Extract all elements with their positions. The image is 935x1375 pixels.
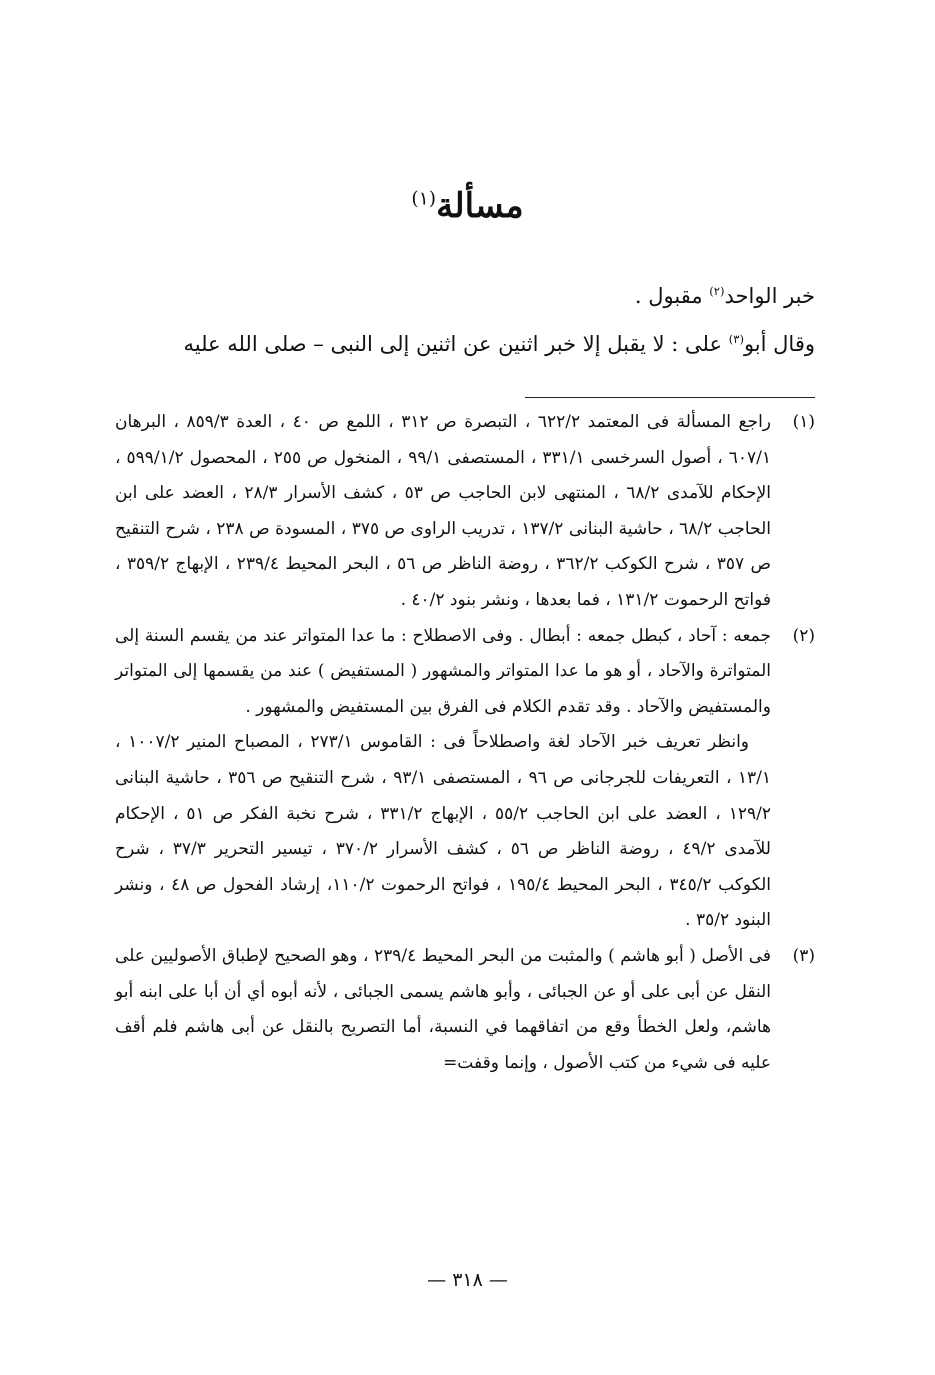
main-text-line-1 <box>115 272 815 320</box>
footnote-paragraph: فى الأصل ( أبو هاشم ) والمثبت من البحر المحيط ٢٣٩/٤ ، وهو الصحيح لإطباق الأصوليين على النقل عن أبى على أو عن الجبائى ، وأبو هاشم يسمى الجبائى ، لأنه أبوه أي أن أبا على ابنه أبو هاشم، ولعل الخطأ وقع من اتفاقهما في النسبة، أما التصريح بالنقل عن أبى هاشم فلم أقف عليه فى شيء من كتب الأصول ، وإنما وقفت= <box>115 945 771 1073</box>
footnote-body <box>115 939 771 1081</box>
main-text <box>115 272 815 368</box>
footnote-marker-3: (٣) <box>728 332 744 346</box>
footnote-paragraph: راجع المسألة فى المعتمد ٦٢٢/٢ ، التبصرة ص ٣١٢ ، اللمع ص ٤٠ ، العدة ٨٥٩/٣ ، البرهان ٦٠٧/١ ، أصول السرخسى ٣٣١/١ ، المستصفى ٩٩/١ ، المنخول ص ٢٥٥ ، المحصول ٥٩٩/١/٢ ، الإحكام للآمدى ٦٨/٢ ، المنتهى لابن الحاجب ص ٥٣ ، كشف الأسرار ٢٨/٣ ، العضد على ابن الحاجب ٦٨/٢ ، حاشية البنانى ١٣٧/٢ ، تدريب الراوى ص ٣٧٥ ، المسودة ص ٢٣٨ ، شرح التنقيح ص ٣٥٧ ، شرح الكوكب ٣٦٢/٢ ، روضة الناظر ص ٥٦ ، البحر المحيط ٢٣٩/٤ ، الإبهاج ٣٥٩/٢ ، فواتح الرحموت ١٣١/٢ ، فما بعدها ، ونشر بنود ٤٠/٢ . <box>115 412 772 610</box>
main-text-line-2 <box>115 320 815 368</box>
footnote-body <box>115 405 771 619</box>
footnote-number: (١) <box>792 412 815 432</box>
footnote-number: (٣) <box>792 945 815 966</box>
footnote-paragraph: وانظر تعريف خبر الآحاد لغة واصطلاحاً فى : القاموس ٢٧٣/١ ، المصباح المنير ١٠٠٧/٢ ، ١٣/١ ، التعريفات للجرجانى ص ٩٦ ، المستصفى ٩٣/١ ، شرح التنقيح ص ٣٥٦ ، حاشية البنانى ١٢٩/٢ ، العضد على ابن الحاجب ٥٥/٢ ، الإبهاج ٣٣١/٢ ، شرح نخبة الفكر ص ٥١ ، الإحكام للآمدى ٤٩/٢ ، روضة الناظر ص ٥٦ ، كشف الأسرار ٣٧٠/٢ ، تيسير التحرير ٣٧/٣ ، شرح الكوكب ٣٤٥/٢ ، البحر المحيط ١٩٥/٤ ، فواتح الرحموت ١١٠/٢، إرشاد الفحول ص ٤٨ ، ونشر البنود ٣٥/٢ . <box>115 732 771 931</box>
page-number: — ٣١٨ — <box>427 1269 508 1291</box>
footnote-1 <box>115 405 815 619</box>
heading-text: مسألة <box>436 186 524 226</box>
footnote-2 <box>115 619 815 939</box>
footnotes <box>115 405 815 1081</box>
footnote-paragraph: جمعه : آحاد ، كبطل جمعه : أبطال . وفى الاصطلاح : ما عدا المتواتر عند من يقسم السنة إلى المتواترة والآحاد ، أو هو ما عدا المتواتر والمشهور ( المستفيض ) عند من يقسمها إلى المتواتر والمستفيض والآحاد . وقد تقدم الكلام فى الفرق بين المستفيض والمشهور . <box>115 625 771 717</box>
footnote-number: (٢) <box>792 625 815 646</box>
line-1-start: خبر الواحد <box>724 284 815 308</box>
footnote-separator <box>525 397 815 398</box>
footnote-body <box>115 619 771 939</box>
heading-footnote-marker: (١) <box>411 188 437 210</box>
line-2-start: وقال أبو <box>743 332 815 356</box>
line-1-end: مقبول . <box>634 284 710 308</box>
line-2-end: على : لا يقبل إلا خبر اثنين عن اثنين إلى النبى – صلى الله عليه <box>183 332 729 356</box>
section-heading <box>0 180 935 232</box>
footnote-3 <box>115 939 815 1081</box>
footnote-marker-2: (٢) <box>709 284 725 298</box>
